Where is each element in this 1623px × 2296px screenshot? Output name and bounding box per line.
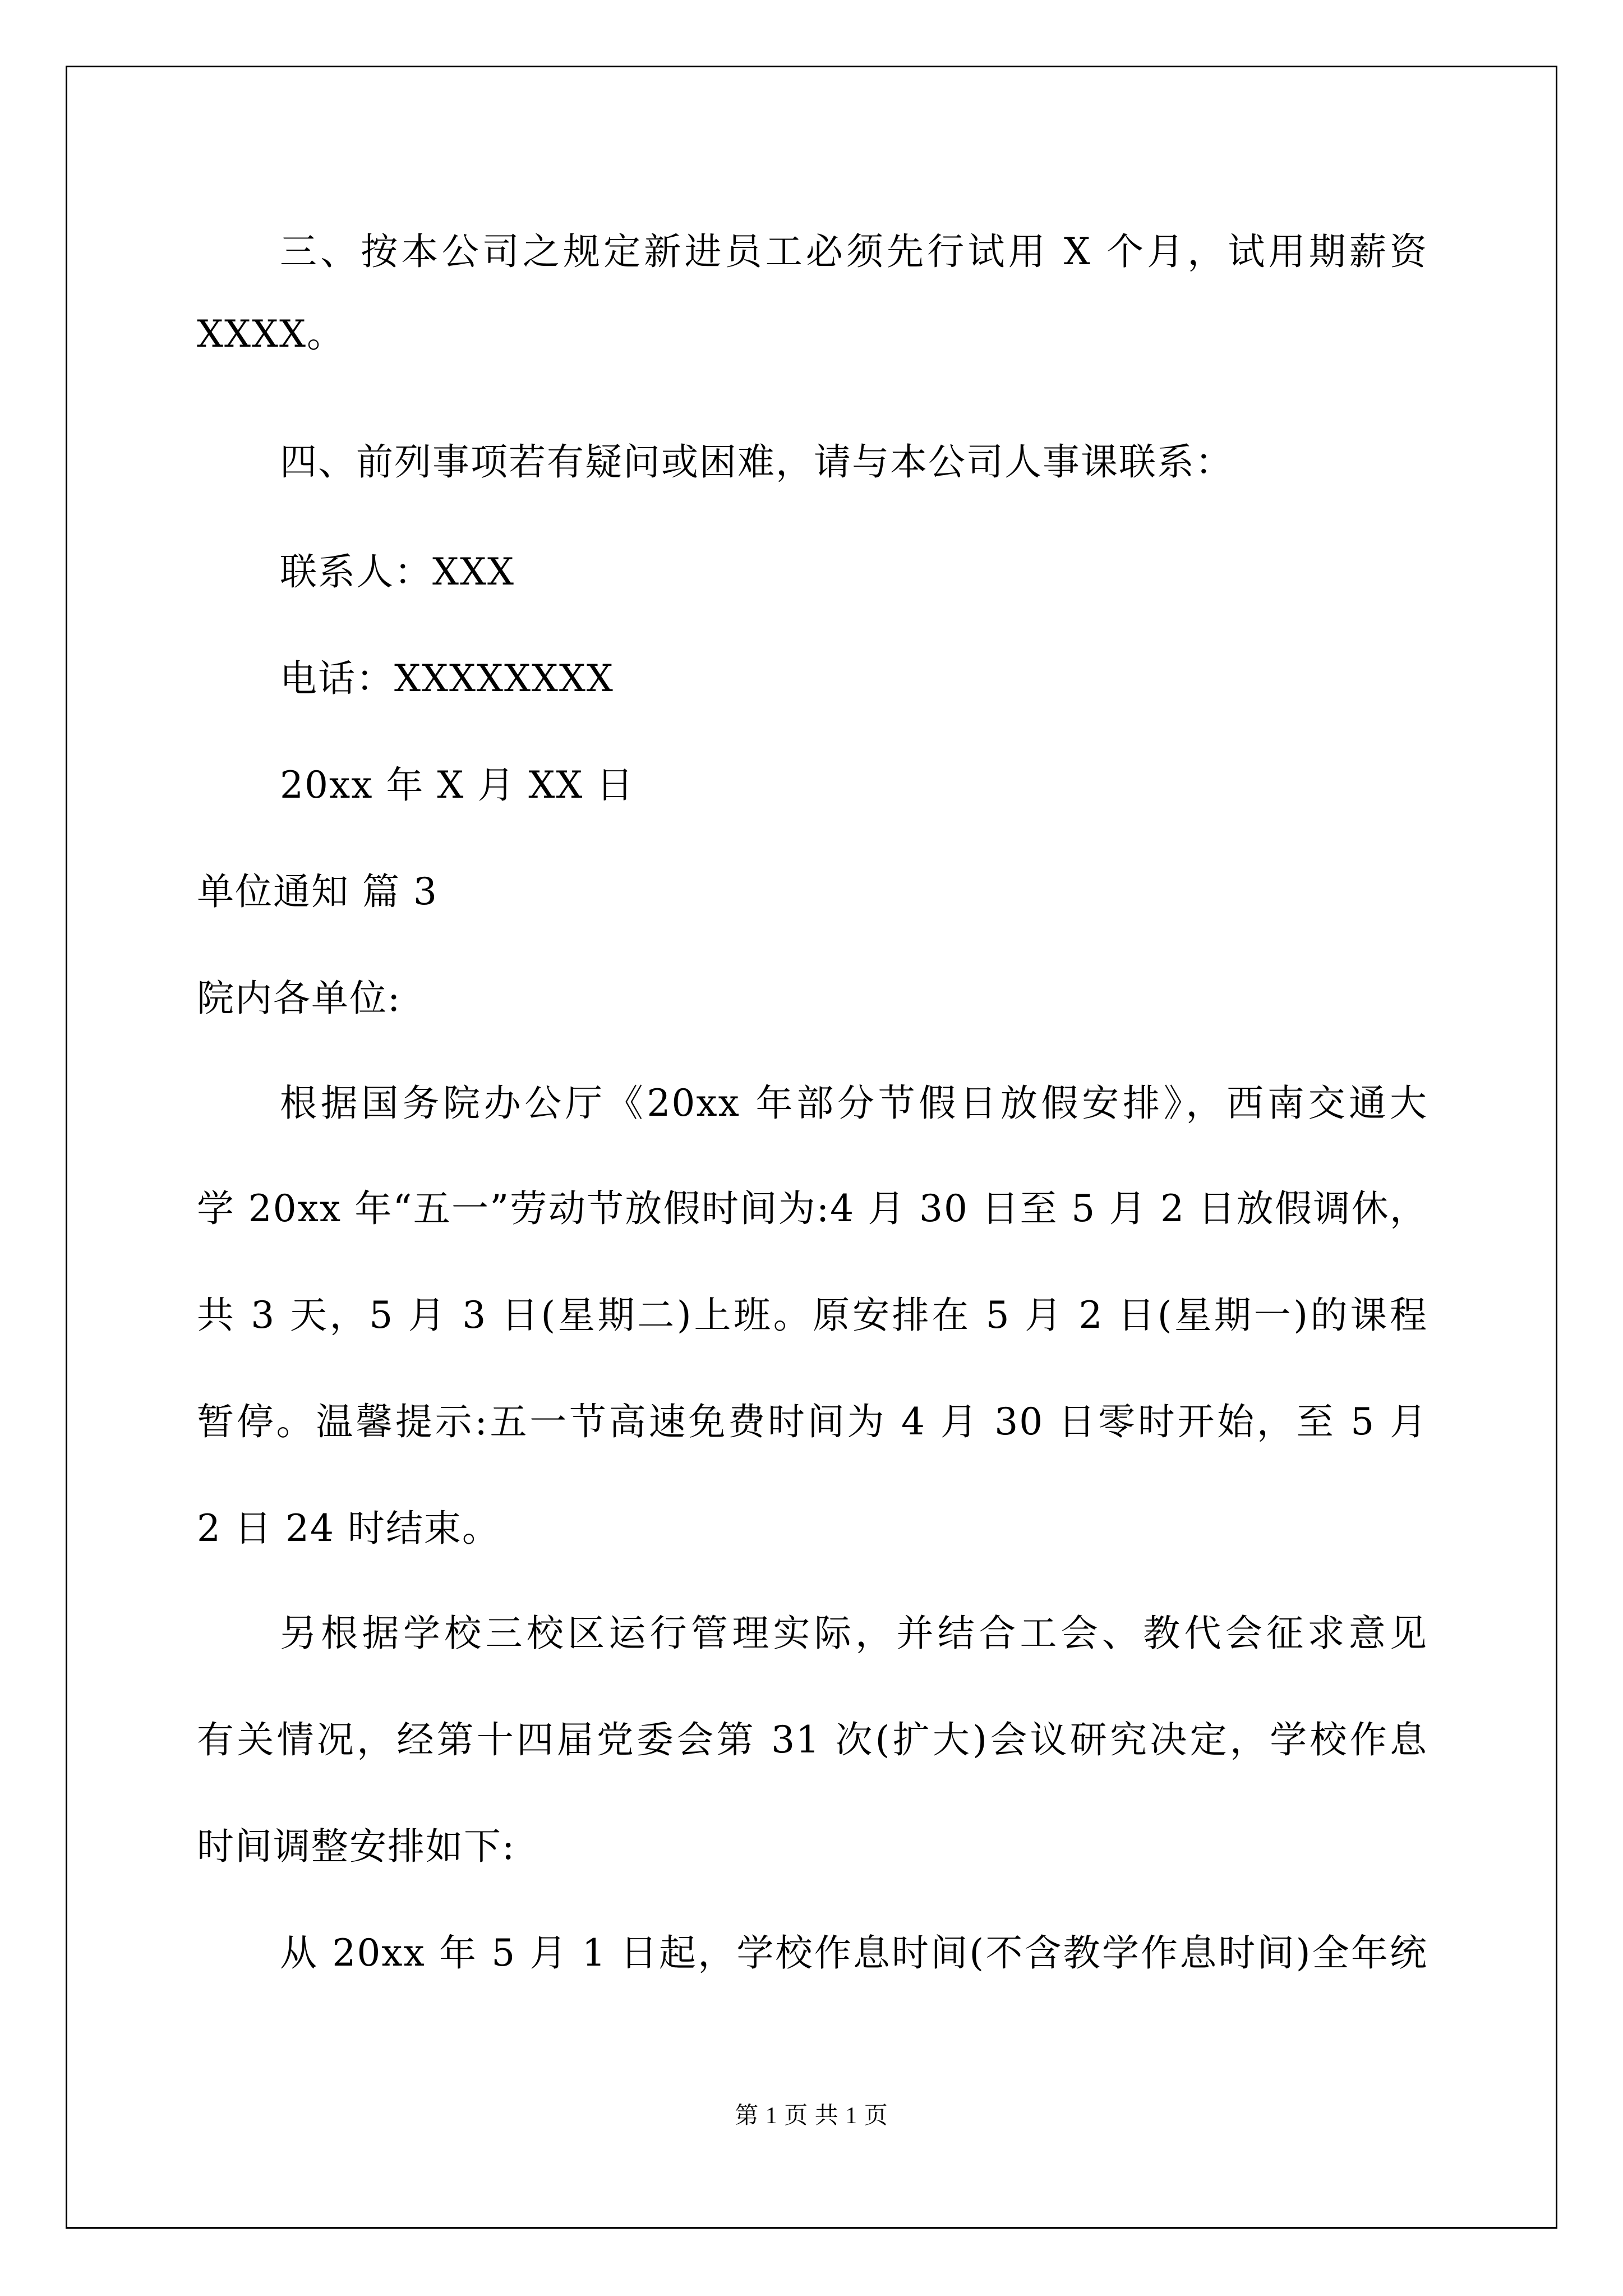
section-heading: 单位通知 篇 3 [197,870,438,913]
paragraph-3-line-2: XXXX。 [197,312,345,356]
paragraph-3-line-1: 三、按本公司之规定新进员工必须先行试用 X 个月，试用期薪资 [280,230,1428,273]
start-paragraph-line-1: 从 20xx 年 5 月 1 日起，学校作息时间(不含教学作息时间)全年统 [280,1931,1428,1975]
document-body [197,0,1428,2076]
holiday-paragraph-line-2: 学 20xx 年“五一”劳动节放假时间为:4 月 30 日至 5 月 2 日放假调休， [197,1187,1428,1230]
phone: 电话：XXXXXXXX [280,657,614,700]
date-line: 20xx 年 X 月 XX 日 [280,763,635,807]
paragraph-4: 四、前列事项若有疑问或困难，请与本公司人事课联系： [280,440,1233,484]
schedule-paragraph-line-3: 时间调整安排如下: [197,1825,516,1868]
holiday-paragraph-line-5: 2 日 24 时结束。 [197,1507,500,1550]
holiday-paragraph-line-4: 暂停。温馨提示:五一节高速免费时间为 4 月 30 日零时开始，至 5 月 [197,1400,1428,1443]
contact-person: 联系人：XXX [280,550,515,593]
page-footer: 第 1 页 共 1 页 [735,2103,888,2129]
salutation: 院内各单位: [197,977,402,1020]
holiday-paragraph-line-3: 共 3 天，5 月 3 日(星期二)上班。原安排在 5 月 2 日(星期一)的课程 [197,1294,1428,1337]
schedule-paragraph-line-1: 另根据学校三校区运行管理实际，并结合工会、教代会征求意见 [280,1612,1428,1655]
holiday-paragraph-line-1: 根据国务院办公厅《20xx 年部分节假日放假安排》，西南交通大 [280,1082,1428,1125]
schedule-paragraph-line-2: 有关情况，经第十四届党委会第 31 次(扩大)会议研究决定，学校作息 [197,1718,1428,1761]
